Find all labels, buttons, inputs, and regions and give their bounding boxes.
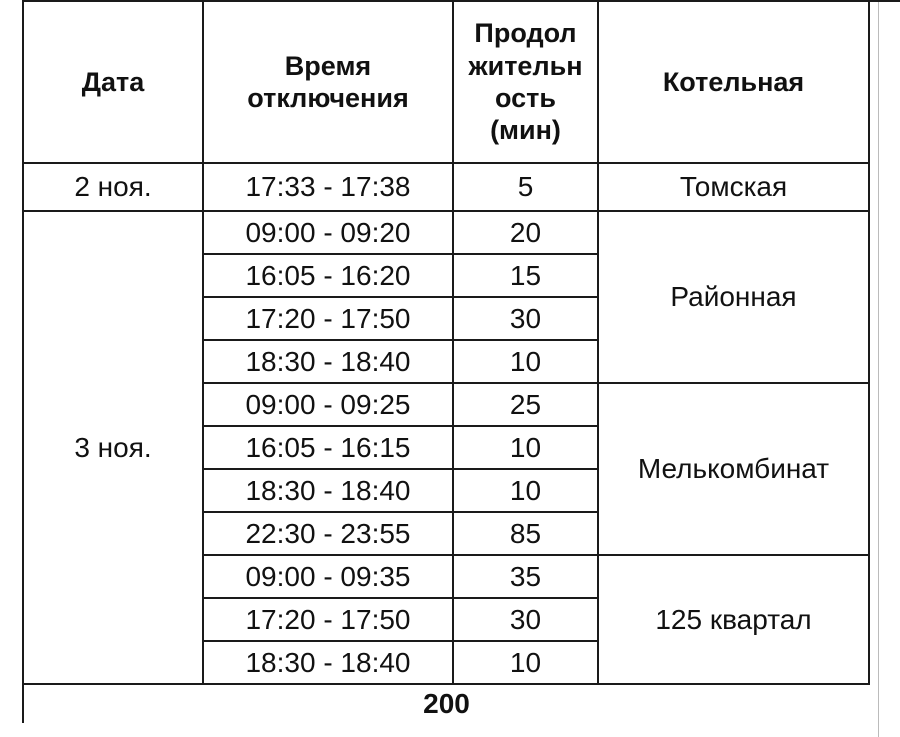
page-edge-top-line	[870, 0, 900, 2]
duration-cell: 30	[453, 598, 598, 641]
table-row	[23, 211, 869, 254]
duration-cell: 35	[453, 555, 598, 598]
time-cell: 09:00 - 09:20	[203, 211, 453, 254]
time-cell: 09:00 - 09:25	[203, 383, 453, 426]
duration-cell: 10	[453, 469, 598, 512]
header-duration-line-1: Продол	[474, 18, 577, 49]
time-cell: 22:30 - 23:55	[203, 512, 453, 555]
time-cell: 18:30 - 18:40	[203, 340, 453, 383]
duration-cell: 10	[453, 426, 598, 469]
header-date: Дата	[23, 1, 203, 163]
date-cell: 3 ноя.	[23, 211, 203, 684]
table-row	[23, 163, 869, 211]
time-cell: 16:05 - 16:20	[203, 254, 453, 297]
total-value: 200	[23, 684, 869, 723]
time-cell: 17:33 - 17:38	[203, 163, 453, 211]
duration-cell: 20	[453, 211, 598, 254]
boiler-cell: Томская	[598, 163, 869, 211]
header-duration-line-4: (мин)	[490, 115, 561, 146]
time-cell: 18:30 - 18:40	[203, 641, 453, 684]
duration-cell: 10	[453, 340, 598, 383]
header-boiler: Котельная	[598, 1, 869, 163]
header-time-line-2: отключения	[247, 83, 409, 113]
duration-cell: 25	[453, 383, 598, 426]
time-cell: 17:20 - 17:50	[203, 297, 453, 340]
boiler-cell: 125 квартал	[598, 555, 869, 684]
duration-cell: 30	[453, 297, 598, 340]
header-time-line-1: Время	[284, 50, 372, 81]
duration-cell: 15	[453, 254, 598, 297]
boiler-cell: Районная	[598, 211, 869, 383]
header-duration-line-2: жительн	[468, 50, 583, 81]
header-duration	[453, 1, 598, 163]
outage-table-wrapper	[22, 0, 868, 723]
time-cell: 09:00 - 09:35	[203, 555, 453, 598]
header-duration-line-3: ость	[495, 83, 556, 113]
page-edge-line	[878, 0, 879, 737]
boiler-cell: Мелькомбинат	[598, 383, 869, 555]
header-time	[203, 1, 453, 163]
time-cell: 16:05 - 16:15	[203, 426, 453, 469]
total-row	[23, 684, 869, 723]
duration-cell: 10	[453, 641, 598, 684]
date-cell: 2 ноя.	[23, 163, 203, 211]
time-cell: 17:20 - 17:50	[203, 598, 453, 641]
header-row	[23, 1, 869, 163]
duration-cell: 5	[453, 163, 598, 211]
duration-cell: 85	[453, 512, 598, 555]
outage-table	[22, 0, 870, 723]
time-cell: 18:30 - 18:40	[203, 469, 453, 512]
